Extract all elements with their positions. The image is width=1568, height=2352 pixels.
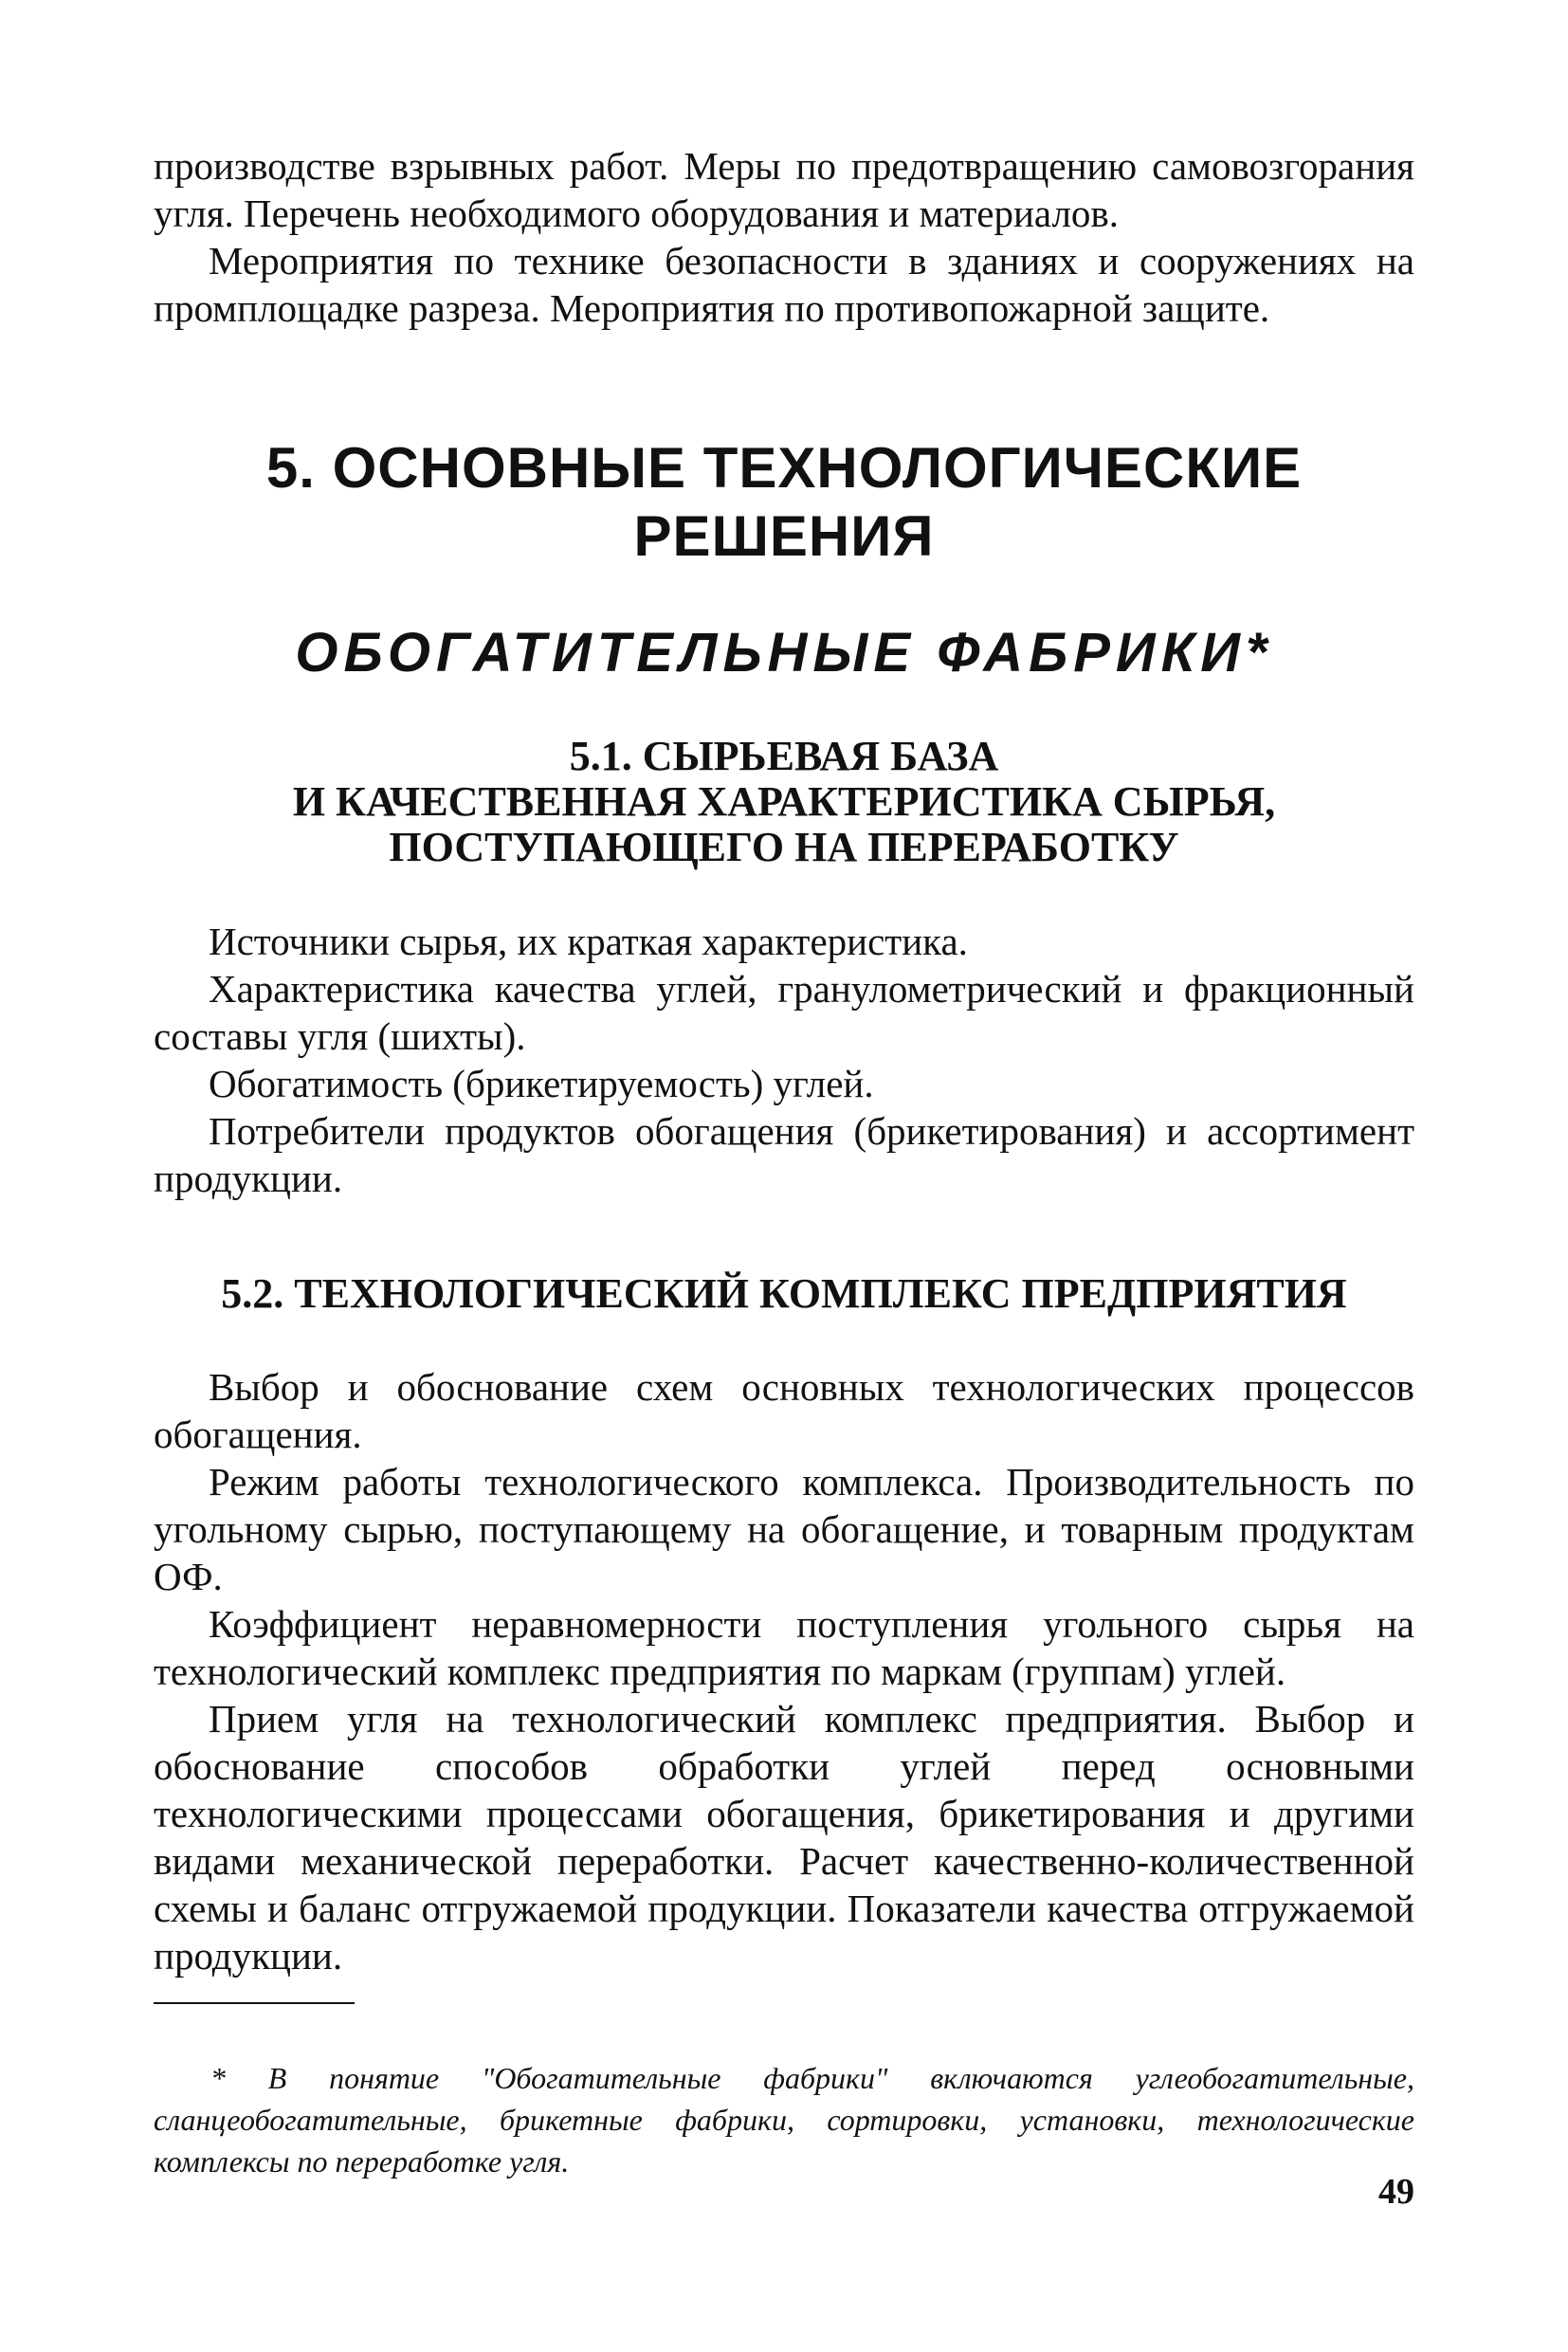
intro-paragraph-1: производстве взрывных работ. Меры по предотвращению самовозгорания угля. Перечень необходимого оборудования и материалов. (154, 144, 1414, 235)
footnote-divider (154, 2002, 355, 2004)
section-2-paragraph: Режим работы технологического комплекса. Производительность по угольному сырью, поступающему на обогащение, и товарным продуктам ОФ. (154, 1460, 1414, 1598)
section-1-heading-line-2: И КАЧЕСТВЕННАЯ ХАРАКТЕРИСТИКА СЫРЬЯ, (292, 778, 1276, 825)
section-2-paragraph: Коэффициент неравномерности поступления угольного сырья на технологический комплекс предприятия по маркам (группам) углей. (154, 1602, 1414, 1693)
section-1-heading-line-3: ПОСТУПАЮЩЕГО НА ПЕРЕРАБОТКУ (389, 824, 1179, 870)
intro-paragraph-2: Мероприятия по технике безопасности в зданиях и сооружениях на промплощадке разреза. Мероприятия по противопожарной защите. (154, 239, 1414, 330)
section-1-paragraph: Характеристика качества углей, гранулометрический и фракционный составы угля (шихты). (154, 967, 1414, 1058)
section-1-paragraph: Источники сырья, их краткая характеристика. (209, 920, 968, 963)
section-2-paragraph: Выбор и обоснование схем основных технологических процессов обогащения. (154, 1365, 1414, 1456)
page-content (154, 142, 1414, 1979)
page-number: 49 (1378, 2172, 1414, 2212)
chapter-subtitle: ОБОГАТИТЕЛЬНЫЕ ФАБРИКИ* (295, 622, 1273, 684)
section-2-heading: 5.2. ТЕХНОЛОГИЧЕСКИЙ КОМПЛЕКС ПРЕДПРИЯТИЯ (221, 1270, 1347, 1317)
section-1-heading (154, 734, 1414, 870)
section-2-body (154, 1363, 1414, 1979)
section-1-heading-line-1: 5.1. СЫРЬЕВАЯ БАЗА (569, 733, 999, 779)
section-1-paragraph: Потребители продуктов обогащения (брикетирования) и ассортимент продукции. (154, 1109, 1414, 1200)
section-1-paragraph: Обогатимость (брикетируемость) углей. (209, 1062, 874, 1105)
chapter-title: 5. ОСНОВНЫЕ ТЕХНОЛОГИЧЕСКИЕ РЕШЕНИЯ (265, 436, 1303, 568)
footnote: * В понятие "Обогатительные фабрики" включаются углеобогатительные, сланцеобогатительные, брикетные фабрики, сортировки, установки, технологические комплексы по переработке угля. (154, 2061, 1414, 2179)
section-2-paragraph: Прием угля на технологический комплекс предприятия. Выбор и обоснование способов обработки углей перед основными технологическими процессами обогащения, брикетирования и другими видами механической переработки. Расчет качественно-количественной схемы и баланс отгружаемой продукции. Показатели качества отгружаемой продукции. (154, 1697, 1414, 1978)
section-1-body (154, 918, 1414, 1202)
